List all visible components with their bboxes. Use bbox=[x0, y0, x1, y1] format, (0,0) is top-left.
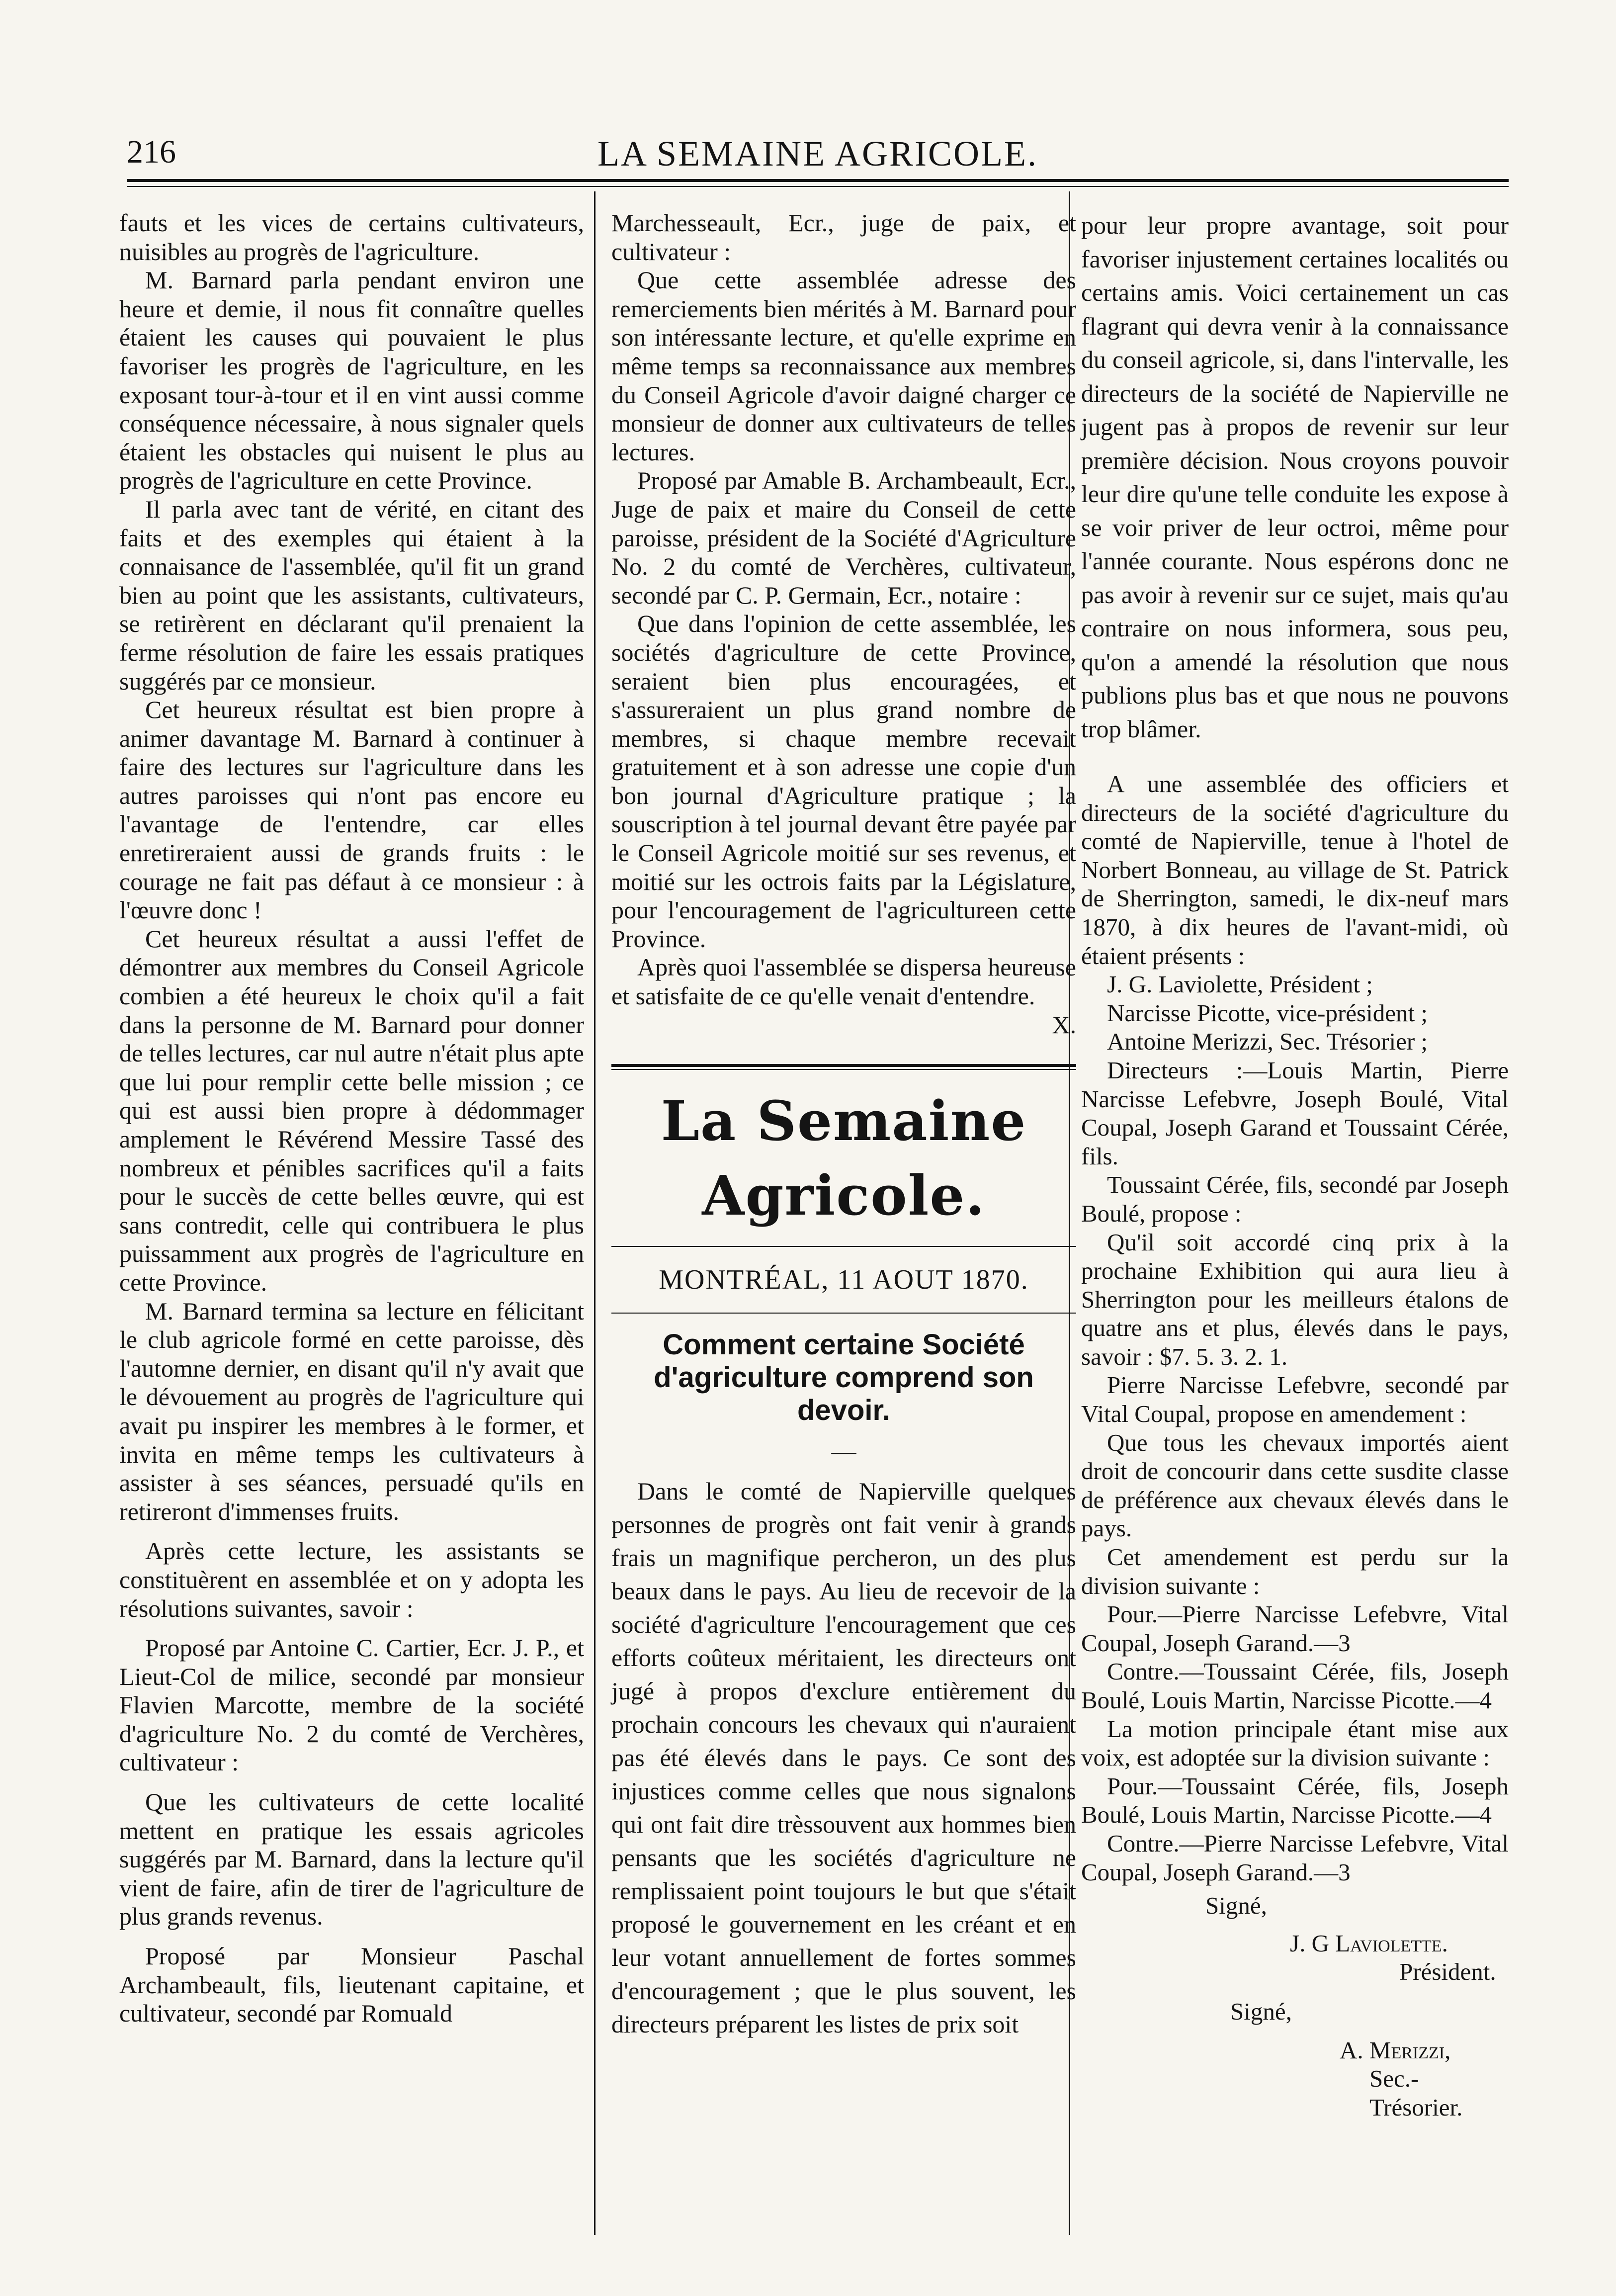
paragraph: J. G. Laviolette, Président ; bbox=[1107, 971, 1373, 998]
paragraph: Narcisse Picotte, vice-président ; bbox=[1107, 999, 1428, 1027]
header-rule-thin bbox=[127, 186, 1509, 187]
headline-dash: — bbox=[831, 1437, 856, 1465]
meeting-minutes bbox=[1081, 770, 1509, 2121]
paragraph: M. Barnard termina sa lecture en félicitant le club agricole formé en cette paroisse, dès l'automne dernier, en disant qu'il n'y avait que le dévouement au progrès de l'agriculture qui avait pu inspirer les membres à le former, et invita en même temps les cultivateurs à assister à ses séances, persuadé qu'ils en retireront d'immenses fruits. bbox=[119, 1297, 584, 1525]
paragraph: Après cette lecture, les assistants se constituèrent en assemblée et on y adopta les résolutions suivantes, savoir : bbox=[119, 1537, 584, 1622]
paragraph: Directeurs :—Louis Martin, Pierre Narcisse Lefebvre, Joseph Boulé, Vital Coupal, Joseph Garand et Toussaint Cérée, fils. bbox=[1081, 1056, 1509, 1170]
paragraph: Que cette assemblée adresse des remerciements bien mérités à M. Barnard pour son intéressante lecture, et qu'elle exprime en même temps sa reconnaissance aux membres du Conseil Agricole d'avoir daigné charger ce monsieur de donner aux cultivateurs de telles lectures. bbox=[611, 266, 1076, 466]
rule bbox=[611, 1313, 1076, 1314]
paragraph: Contre.—Pierre Narcisse Lefebvre, Vital Coupal, Joseph Garand.—3 bbox=[1081, 1829, 1509, 1886]
paragraph: M. Barnard parla pendant environ une heure et demie, il nous fit connaître quelles étaient les causes qui pouvaient le plus favoriser les progrès de l'agriculture, en les exposant tour-à-tour et il en vint aussi comme conséquence nécessaire, à nous signaler quels étaient les obstacles qui nuisent le plus au progrès de l'agriculture en cette Province. bbox=[119, 266, 584, 495]
paragraph: Cet amendement est perdu sur la division suivante : bbox=[1081, 1543, 1509, 1599]
paragraph: Proposé par Antoine C. Cartier, Ecr. J. P., et Lieut-Col de milice, secondé par monsieur Flavien Marcotte, membre de la société d'agriculture No. 2 du comté de Verchères, cultivateur : bbox=[119, 1634, 584, 1776]
running-header bbox=[127, 133, 1509, 183]
article-signoff: X. bbox=[1052, 1010, 1076, 1039]
paragraph: A une assemblée des officiers et directeurs de la société d'agriculture du comté de Napierville, tenue à l'hotel de Norbert Bonneau, au village de St. Patrick de Sherrington, samedi, le dix-neuf mars 1870, à dix heures de l'avant-midi, où étaient présents : bbox=[1081, 770, 1509, 970]
masthead: La Semaine Agricole. bbox=[661, 1089, 1027, 1228]
page-number: 216 bbox=[127, 134, 176, 170]
rule bbox=[611, 1246, 1076, 1247]
paragraph: Antoine Merizzi, Sec. Trésorier ; bbox=[1107, 1028, 1428, 1056]
paragraph: Contre.—Toussaint Cérée, fils, Joseph Boulé, Louis Martin, Narcisse Picotte.—4 bbox=[1081, 1658, 1509, 1714]
paragraph: Toussaint Cérée, fils, secondé par Joseph Boulé, propose : bbox=[1081, 1171, 1509, 1227]
signature-name: J. G Laviolette. bbox=[1290, 1929, 1448, 1957]
article-headline: Comment certaine Société d'agriculture comprend son devoir. bbox=[654, 1328, 1034, 1427]
masthead-rule-thin bbox=[611, 1069, 1076, 1070]
paragraph: Proposé par Monsieur Paschal Archambeault, fils, lieutenant capitaine, et cultivateur, secondé par Romuald bbox=[119, 1942, 584, 2028]
signature-title: Président. bbox=[1399, 1958, 1496, 1986]
paragraph: Après quoi l'assemblée se dispersa heureuse et satisfaite de ce qu'elle venait d'entendre. bbox=[611, 953, 1076, 1010]
running-title: LA SEMAINE AGRICOLE. bbox=[597, 134, 1038, 174]
header-rule-thick bbox=[127, 179, 1509, 182]
paragraph: Pour.—Toussaint Cérée, fils, Joseph Boulé, Louis Martin, Narcisse Picotte.—4 bbox=[1081, 1772, 1509, 1829]
paragraph: Que les cultivateurs de cette localité mettent en pratique les essais agricoles suggérés par M. Barnard, dans la lecture qu'il vient de faire, afin de tirer de l'agriculture de plus grands revenus. bbox=[119, 1788, 584, 1931]
paragraph: Qu'il soit accordé cinq prix à la prochaine Exhibition qui aura lieu à Sherrington pour les meilleurs étalons de quatre ans et plus, élevés dans le pays, savoir : $7. 5. 3. 2. 1. bbox=[1081, 1228, 1509, 1370]
column-3 bbox=[1081, 209, 1509, 2121]
signature-label: Signé, bbox=[1205, 1892, 1267, 1920]
article-body: Dans le comté de Napierville quelques personnes de progrès ont fait venir à grands frais un magnifique percheron, un des plus beaux dans le pays. Au lieu de recevoir de la société d'agriculture l'encouragement que ces efforts coûteux méritaient, les directeurs ont jugé à propos d'exclure entièrement du prochain concours les chevaux qui n'auraient pas été élevés dans le pays. Ce sont des injustices comme celles que nous signalons qui ont fait dire trèssouvent aux hommes bien pensants que les sociétés d'agriculture ne remplissaient point toujours le but que s'était proposé le gouvernement en les créant et en leur votant annuellement de fortes sommes d'encouragement ; que le plus souvent, les directeurs préparent les listes de prix soit bbox=[611, 1477, 1076, 2038]
column-2 bbox=[611, 209, 1076, 2041]
paragraph: Cet heureux résultat est bien propre à animer davantage M. Barnard à continuer à faire des lectures sur l'agriculture dans les autres paroisses qui n'ont pas encore eu l'avantage de l'entendre, car elles enretireraient aussi de grands fruits : le courage ne fait pas défaut à ce monsieur : à l'œuvre donc ! bbox=[119, 696, 584, 924]
paragraph: fauts et les vices de certains cultivateurs, nuisibles au progrès de l'agriculture. bbox=[119, 209, 584, 265]
paragraph: Il parla avec tant de vérité, en citant des faits et des exemples qui étaient à la connaisance de l'assemblée, qu'il fit un grand bien au point que les assistants, cultivateurs, se retirèrent en déclarant qu'il prenaient la ferme résolution de faire les essais pratiques suggérés par ce monsieur. bbox=[119, 495, 584, 695]
paragraph: Que dans l'opinion de cette assemblée, les sociétés d'agriculture de cette Province, seraient bien plus encouragées, et s'assureraient un plus grand nombre de membres, si chaque membre recevait gratuitement et à son adresse une copie d'un bon journal d'Agriculture pratique ; la souscription à tel journal devant être payée par le Conseil Agricole moitié sur ses revenus, et moitié sur les octrois faits par la Législature, pour l'encouragement de l'agricultureen cette Province. bbox=[611, 610, 1076, 953]
paragraph: Marchesseault, Ecr., juge de paix, et cultivateur : bbox=[611, 209, 1076, 265]
paragraph: pour leur propre avantage, soit pour favoriser injustement certaines localités ou certains amis. Voici certainement un cas flagrant qui devra venir à la connaissance du conseil agricole, si, dans l'intervalle, les directeurs de la société de Napierville ne jugent pas à propos de revenir sur leur première décision. Nous croyons pouvoir leur dire qu'une telle conduite les expose à se voir priver de leur octroi, même pour l'année courante. Nous espérons donc ne pas avoir à revenir sur ce sujet, mais qu'au contraire on nous informera, sous peu, qu'on a amendé la résolution que nous publions plus bas et que nous ne pouvons trop blâmer. bbox=[1081, 211, 1509, 743]
signature-label: Signé, bbox=[1230, 1997, 1292, 2025]
paragraph: La motion principale étant mise aux voix, est adoptée sur la division suivante : bbox=[1081, 1715, 1509, 1771]
column-divider bbox=[594, 191, 595, 2235]
column-1 bbox=[119, 209, 584, 2028]
masthead-rule-thick bbox=[611, 1064, 1076, 1067]
paragraph: Que tous les chevaux importés aient droit de concourir dans cette susdite classe de préférence aux chevaux élevés dans le pays. bbox=[1081, 1428, 1509, 1542]
signature-title: Sec.-Trésorier. bbox=[1369, 2065, 1463, 2121]
paragraph: Pierre Narcisse Lefebvre, secondé par Vital Coupal, propose en amendement : bbox=[1081, 1371, 1509, 1428]
paragraph: Proposé par Amable B. Archambeault, Ecr., Juge de paix et maire du Conseil de cette paroisse, président de la Société d'Agriculture No. 2 du comté de Verchères, cultivateur, secondé par C. P. Germain, Ecr., notaire : bbox=[611, 466, 1076, 609]
signature-name: A. Merizzi, bbox=[1340, 2036, 1451, 2064]
dateline: MONTRÉAL, 11 AOUT 1870. bbox=[659, 1264, 1029, 1296]
paragraph: Cet heureux résultat a aussi l'effet de démontrer aux membres du Conseil Agricole combien a été heureux le choix qu'il a fait dans la personne de M. Barnard pour donner de telles lectures, car nul autre n'était plus apte que lui pour remplir cette belle mission ; ce qui est aussi bien propre à dédommager amplement le Révérend Messire Tassé des nombreux et pénibles sacrifices qu'il a faits pour le succès de cette belles œuvre, qui est sans contredit, celle qui contribuera le plus puissamment aux progrès de l'agriculture en cette Province. bbox=[119, 924, 584, 1296]
paragraph: Pour.—Pierre Narcisse Lefebvre, Vital Coupal, Joseph Garand.—3 bbox=[1081, 1600, 1509, 1657]
